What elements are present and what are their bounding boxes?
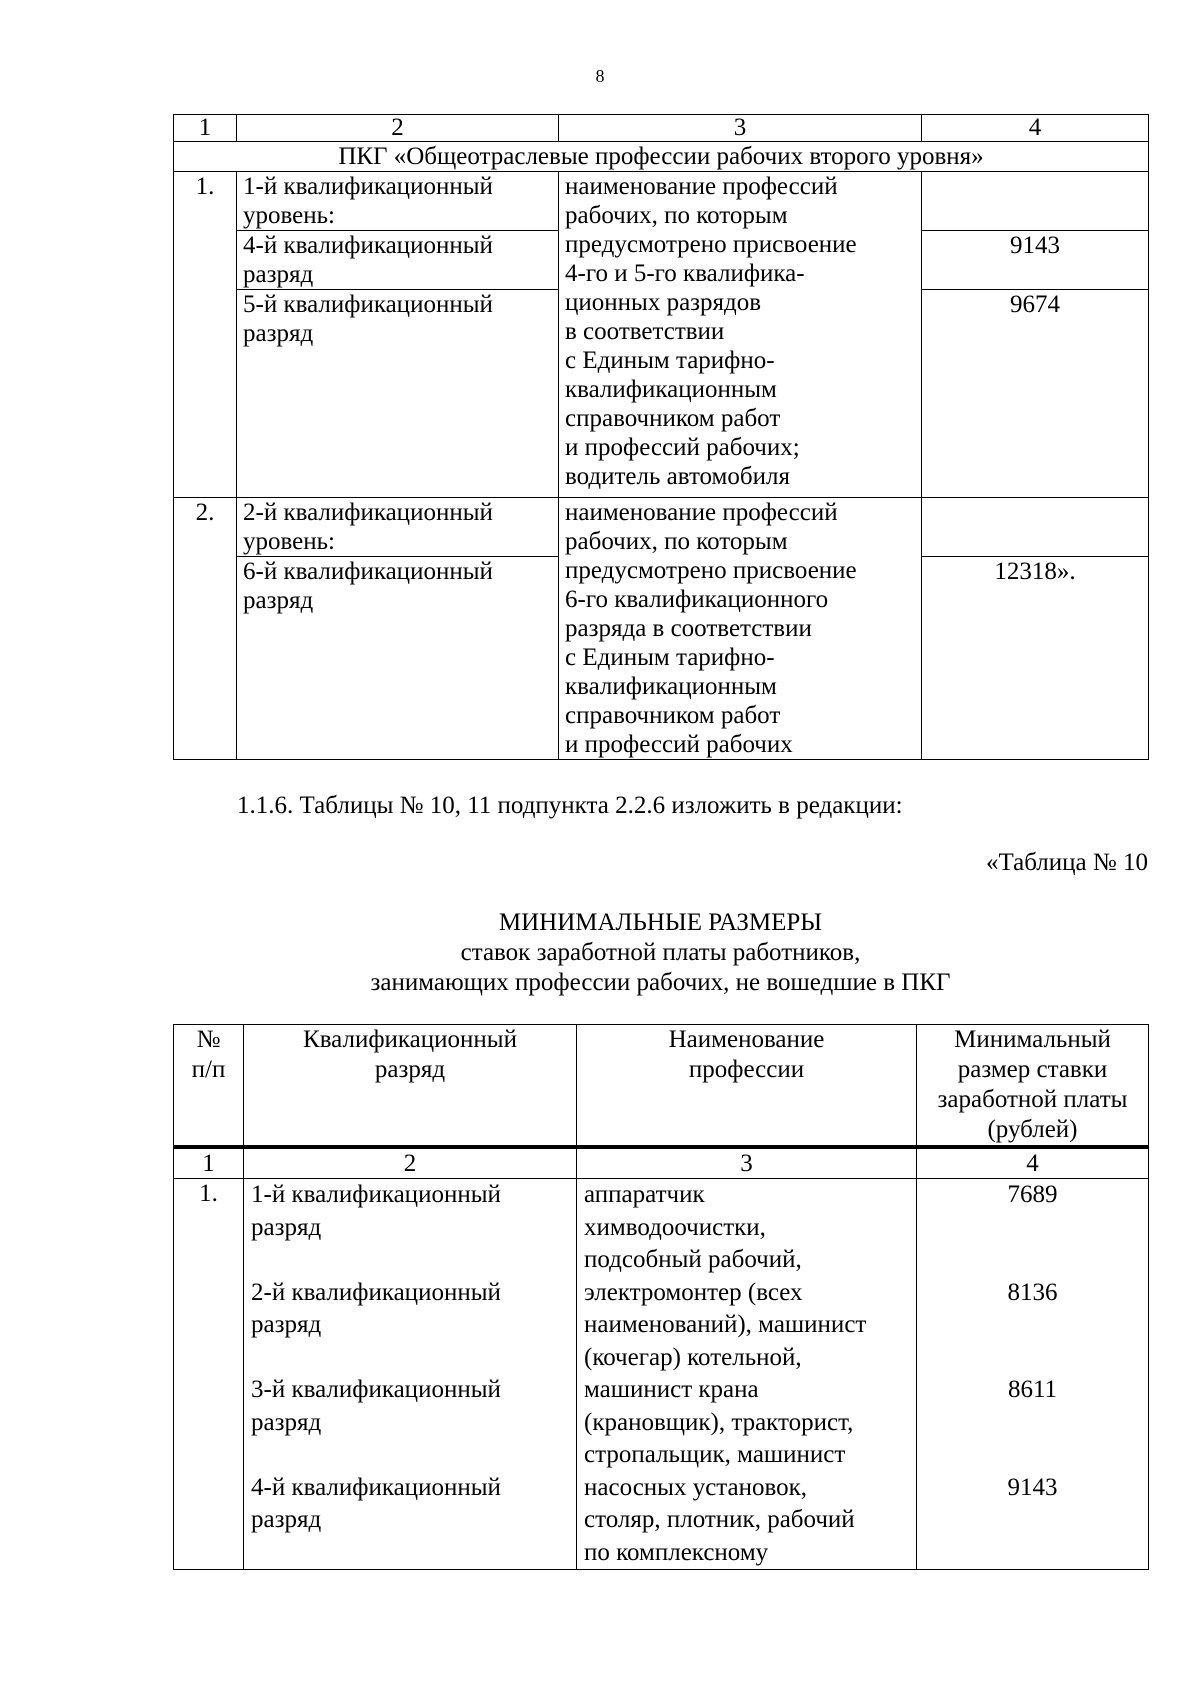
- header-line: заработной платы: [937, 1086, 1128, 1113]
- desc-line: (крановщик), тракторист,: [584, 1408, 854, 1436]
- desc-line: с Единым тарифно-: [565, 347, 775, 374]
- grade-line: 5-й квалификационный: [243, 291, 493, 318]
- row-number: 2.: [174, 498, 237, 760]
- desc-line: столяр, плотник, рабочий: [584, 1506, 855, 1533]
- rate-value: [917, 1537, 1148, 1570]
- level-cell: [237, 498, 559, 557]
- rate-value: 7689: [1007, 1181, 1058, 1208]
- rate-value: 9674: [922, 290, 1149, 498]
- grade-line: 2-й квалификационный: [251, 1278, 501, 1306]
- col-number: 3: [577, 1147, 917, 1179]
- level-line: уровень:: [243, 202, 335, 229]
- desc-line: и профессий рабочих: [565, 731, 793, 758]
- table-row: [174, 1179, 1149, 1570]
- level-line: уровень:: [243, 528, 335, 555]
- amendment-paragraph: 1.1.6. Таблицы № 10, 11 подпункта 2.2.6 изложить в редакции:: [237, 792, 903, 819]
- level-cell: [237, 172, 559, 231]
- desc-line: наименование профессий: [565, 499, 838, 526]
- desc-line: справочником работ: [565, 702, 781, 729]
- table-subtitle: ставок заработной платы работников,: [460, 939, 861, 966]
- desc-line: рабочих, по которым: [565, 528, 788, 555]
- desc-line: разряда в соответствии: [565, 615, 812, 642]
- header-profession: [577, 1025, 917, 1148]
- desc-line: подсобный рабочий,: [584, 1246, 802, 1273]
- header-min-rate: [917, 1025, 1149, 1148]
- header-line: №: [196, 1026, 221, 1053]
- grade-line: разряд: [251, 1213, 322, 1241]
- col-number: 1: [174, 1147, 244, 1179]
- grade-line: разряд: [251, 1408, 322, 1436]
- desc-line: наименований), машинист: [584, 1311, 867, 1338]
- grade-line: разряд: [251, 1506, 322, 1533]
- header-line: разряд: [374, 1056, 446, 1083]
- table-row: [174, 498, 1149, 557]
- grade-line: 4-й квалификационный: [243, 232, 493, 259]
- col-number: 2: [244, 1147, 577, 1179]
- desc-line: справочником работ: [565, 405, 781, 432]
- grade-cell: [237, 290, 559, 498]
- rate-value: [917, 1407, 1148, 1440]
- desc-line: 6-го квалификационного: [565, 586, 829, 613]
- group-header: ПКГ «Общеотраслевые профессии рабочих второго уровня»: [174, 142, 1149, 172]
- rate-value: [917, 1212, 1148, 1245]
- rate-value: 9143: [922, 231, 1149, 290]
- header-line: Квалификационный: [303, 1026, 517, 1053]
- description-cell: [559, 172, 922, 498]
- desc-line: квалификационным: [565, 673, 777, 700]
- desc-line: ционных разрядов: [565, 289, 762, 316]
- grade-cell: [237, 231, 559, 290]
- desc-line: в соответствии: [565, 318, 725, 345]
- rate-value: [917, 1439, 1148, 1472]
- desc-line: аппаратчик: [584, 1181, 705, 1208]
- header-line: Минимальный: [954, 1026, 1111, 1053]
- table-subtitle: занимающих профессии рабочих, не вошедшие в ПКГ: [370, 969, 951, 996]
- page-number: 8: [595, 66, 605, 86]
- rate-value: 8611: [1007, 1376, 1058, 1403]
- grade-line: разряд: [251, 1311, 322, 1338]
- grades-cell: [244, 1179, 577, 1570]
- col-number: 2: [237, 115, 559, 142]
- grade-cell: [237, 557, 559, 760]
- table-label: «Таблица № 10: [985, 849, 1148, 876]
- desc-line: (кочегар) котельной,: [584, 1343, 802, 1371]
- table-row: [174, 172, 1149, 231]
- header-number: [174, 1025, 244, 1148]
- grade-line: разряд: [243, 320, 314, 347]
- grade-line: [251, 1537, 569, 1570]
- header-line: профессии: [688, 1056, 805, 1083]
- desc-line: и профессий рабочих;: [565, 434, 800, 461]
- column-number-row: [174, 115, 1149, 142]
- col-number: 1: [174, 115, 237, 142]
- desc-line: водитель автомобиля: [565, 463, 790, 490]
- header-line: п/п: [191, 1056, 226, 1083]
- grade-line: [251, 1244, 569, 1277]
- desc-line: электромонтер (всех: [584, 1278, 803, 1306]
- table-10: [173, 1024, 1149, 1570]
- desc-line: стропальщик, машинист: [584, 1441, 846, 1468]
- table-title: МИНИМАЛЬНЫЕ РАЗМЕРЫ: [498, 909, 823, 936]
- level-line: 2-й квалификационный: [243, 499, 493, 526]
- grade-line: 3-й квалификационный: [251, 1376, 501, 1403]
- grade-line: [251, 1439, 569, 1472]
- rate-value: 8136: [1007, 1278, 1058, 1306]
- desc-line: с Единым тарифно-: [565, 644, 775, 671]
- desc-line: по комплексному: [584, 1538, 769, 1566]
- grade-line: 1-й квалификационный: [251, 1181, 501, 1208]
- grade-line: разряд: [243, 261, 314, 288]
- desc-line: машинист крана: [584, 1376, 759, 1403]
- desc-line: предусмотрено присвоение: [565, 557, 857, 584]
- grade-line: [251, 1342, 569, 1375]
- rate-value: [917, 1342, 1148, 1375]
- header-line: Наименование: [668, 1026, 825, 1053]
- rate-value: [917, 1309, 1148, 1342]
- table-continuation: [173, 114, 1149, 760]
- desc-line: химводоочистки,: [584, 1213, 766, 1241]
- col-number: 4: [922, 115, 1149, 142]
- column-number-row: [174, 1147, 1149, 1179]
- values-cell: [917, 1179, 1149, 1570]
- empty-value-cell: [922, 498, 1149, 557]
- rate-value: 12318».: [922, 557, 1149, 760]
- header-line: размер ставки: [957, 1056, 1108, 1083]
- desc-line: квалификационным: [565, 376, 777, 403]
- desc-line: насосных установок,: [584, 1473, 808, 1501]
- desc-line: рабочих, по которым: [565, 202, 788, 229]
- group-header-row: [174, 142, 1149, 172]
- header-row: [174, 1025, 1149, 1148]
- level-line: 1-й квалификационный: [243, 173, 493, 200]
- professions-cell: [577, 1179, 917, 1570]
- grade-line: 6-й квалификационный: [243, 558, 493, 586]
- description-cell: [559, 498, 922, 760]
- desc-line: 4-го и 5-го квалифика-: [565, 260, 805, 287]
- header-grade: [244, 1025, 577, 1148]
- desc-line: предусмотрено присвоение: [565, 231, 857, 258]
- row-number: 1.: [174, 172, 237, 498]
- col-number: 4: [917, 1147, 1149, 1179]
- grade-line: 4-й квалификационный: [251, 1473, 501, 1501]
- rate-value: 9143: [1007, 1473, 1058, 1501]
- grade-line: разряд: [243, 587, 314, 615]
- header-line: (рублей): [987, 1116, 1078, 1143]
- rate-value: [917, 1504, 1148, 1537]
- col-number: 3: [559, 115, 922, 142]
- desc-line: наименование профессий: [565, 173, 838, 200]
- rate-value: [917, 1244, 1148, 1277]
- row-number: 1.: [174, 1179, 244, 1570]
- empty-value-cell: [922, 172, 1149, 231]
